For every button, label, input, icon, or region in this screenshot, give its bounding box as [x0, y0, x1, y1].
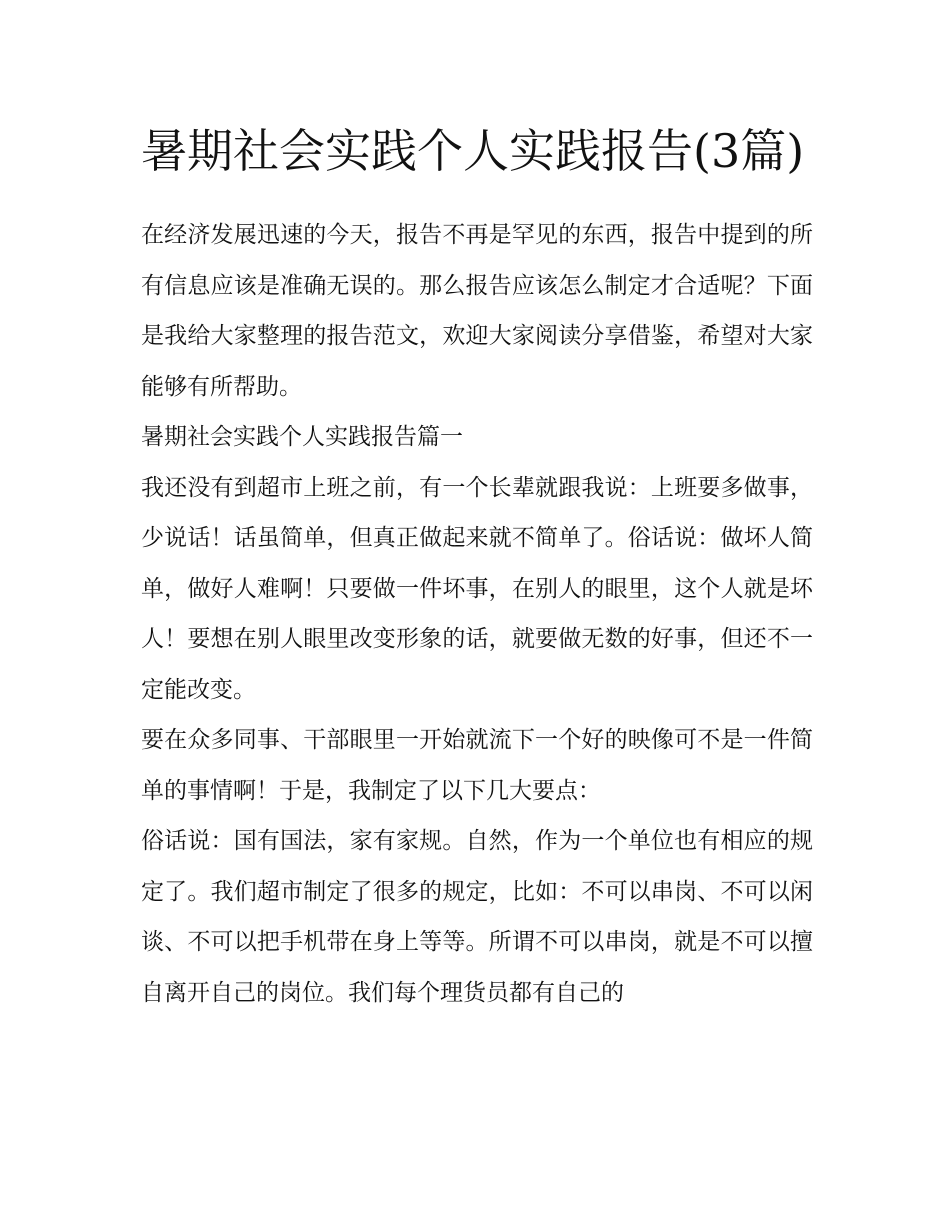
document-body	[141, 112, 813, 1018]
intro-paragraph: 在经济发展迅速的今天，报告不再是罕见的东西，报告中提到的所有信息应该是准确无误的。那么报告应该怎么制定才合适呢？下面是我给大家整理的报告范文，欢迎大家阅读分享借鉴，希望对大家能够有所帮助。	[141, 222, 813, 400]
section-heading: 暑期社会实践个人实践报告篇一	[141, 424, 463, 450]
body-paragraph: 俗话说：国有国法，家有家规。自然，作为一个单位也有相应的规定了。我们超市制定了很多的规定，比如：不可以串岗、不可以闲谈、不可以把手机带在身上等等。所谓不可以串岗，就是不可以擅自离开自己的岗位。我们每个理货员都有自己的	[141, 828, 813, 1006]
body-paragraph: 我还没有到超市上班之前，有一个长辈就跟我说：上班要多做事，少说话！话虽简单，但真正做起来就不简单了。俗话说：做坏人简单，做好人难啊！只要做一件坏事，在别人的眼里，这个人就是坏人！要想在别人眼里改变形象的话，就要做无数的好事，但还不一定能改变。	[141, 474, 813, 703]
document-title: 暑期社会实践个人实践报告(3篇)	[141, 124, 805, 178]
body-paragraph: 要在众多同事、干部眼里一开始就流下一个好的映像可不是一件简单的事情啊！于是，我制定了以下几大要点：	[141, 727, 813, 804]
